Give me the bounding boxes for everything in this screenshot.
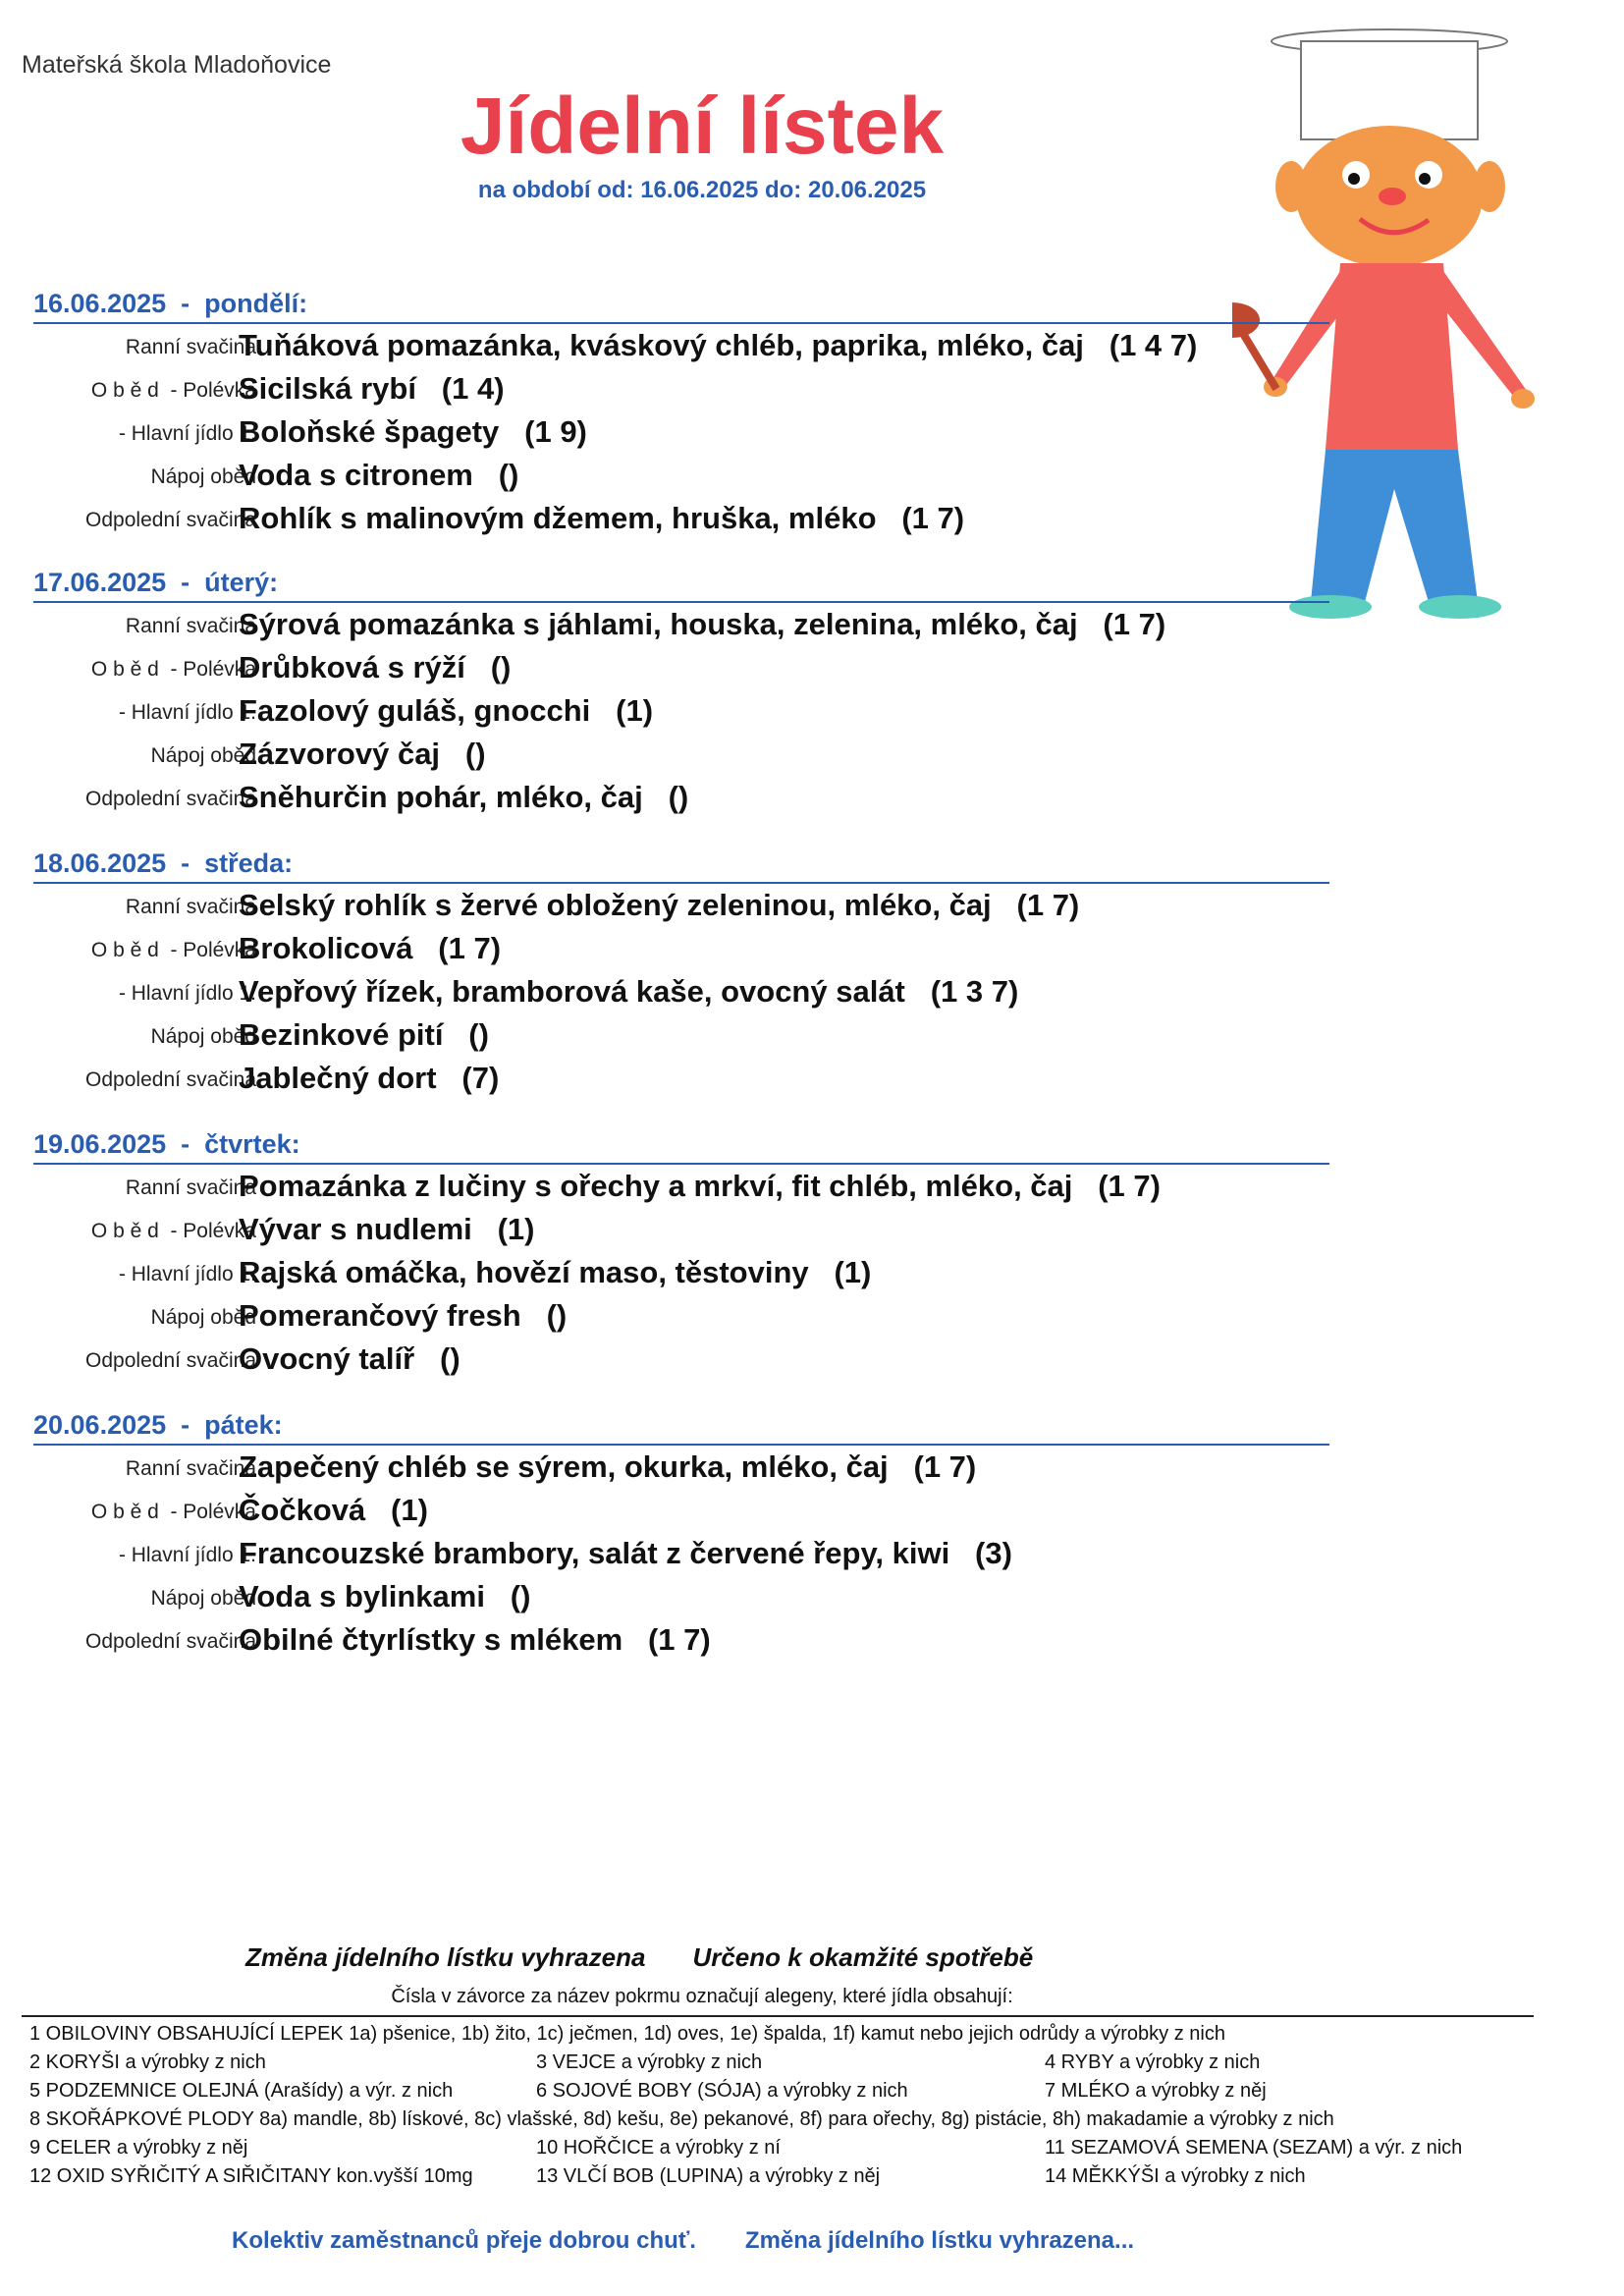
meal-label: - Hlavní jídlo 1. [118,422,256,445]
change-reserved-note: Změna jídelního lístku vyhrazena [245,1942,646,1972]
menu-row [33,1618,1329,1662]
dish-name: Drůbková s rýží () [239,650,512,684]
menu-period: na období od: 16.06.2025 do: 20.06.2025 [477,177,927,203]
allergen-item: 13 VLČÍ BOB (LUPINA) a výrobky z něj [536,2165,881,2187]
allergen-item: 4 RYBY a výrobky z nich [1045,2051,1261,2073]
dish-name: Sicilská rybí (1 4) [239,371,505,406]
allergen-item: 10 HOŘČICE a výrobky z ní [536,2137,781,2159]
menu-row [33,1532,1329,1575]
dish-name: Obilné čtyrlístky s mlékem (1 7) [239,1622,711,1657]
dish-name: Zázvorový čaj () [239,737,486,771]
dish-name: Bezinkové pití () [239,1017,489,1052]
day-monday [33,289,1329,540]
day-heading: 18.06.2025 - středa: [33,848,1329,884]
day-heading: 20.06.2025 - pátek: [33,1410,1329,1446]
menu-row [33,1489,1329,1532]
menu-row [33,884,1329,927]
meal-label: Nápoj oběd [150,465,256,488]
allergen-item: 5 PODZEMNICE OLEJNÁ (Arašídy) a výr. z nich [29,2080,454,2102]
dish-name: Voda s bylinkami () [239,1579,531,1613]
allergen-item: 9 CELER a výrobky z něj [29,2137,248,2159]
dish-name: Brokolicová (1 7) [239,931,502,965]
dish-name: Tuňáková pomazánka, kváskový chléb, paprika, mléko, čaj (1 4 7) [239,328,1198,362]
day-wednesday [33,848,1329,1100]
menu-row [33,1208,1329,1251]
menu-row [33,1294,1329,1338]
dish-name: Fazolový guláš, gnocchi (1) [239,693,654,728]
meal-label: Ranní svačina [125,1457,256,1480]
menu-row [33,1057,1329,1100]
meal-label: O b ě d - Polévka [90,379,256,402]
immediate-consumption-note: Určeno k okamžité spotřebě [692,1942,1034,1972]
allergen-item: 8 SKOŘÁPKOVÉ PLODY 8a) mandle, 8b) lískové, 8c) vlašské, 8d) kešu, 8e) pekanové, 8f) para ořechy, 8g) pistácie, 8h) makadamie a výrobky z nich [29,2108,1334,2130]
menu-row [33,689,1329,733]
bon-appetit-note: Kolektiv zaměstnanců přeje dobrou chuť. [232,2227,696,2254]
dish-name: Vepřový řízek, bramborová kaše, ovocný salát (1 3 7) [239,974,1019,1009]
footer-notes [245,1942,1080,1973]
dish-name: Rohlík s malinovým džemem, hruška, mléko (1 7) [239,501,965,535]
meal-label: Nápoj oběd [150,1025,256,1048]
allergen-item: 2 KORYŠI a výrobky z nich [29,2051,266,2073]
meal-label: Nápoj oběd [150,1306,256,1329]
day-heading: 17.06.2025 - úterý: [33,568,1329,603]
dish-name: Pomazánka z lučiny s ořechy a mrkví, fit chléb, mléko, čaj (1 7) [239,1169,1161,1203]
dish-name: Jablečný dort (7) [239,1061,500,1095]
allergen-item: 1 OBILOVINY OBSAHUJÍCÍ LEPEK 1a) pšenice, 1b) žito, 1c) ječmen, 1d) oves, 1e) špalda, 1f) kamut nebo jejich odrůdy a výrobky z nich [29,2023,1225,2045]
menu-row [33,776,1329,819]
menu-row [33,970,1329,1013]
meal-label: Odpolední svačina [85,1630,256,1653]
menu-row [33,927,1329,970]
day-heading: 16.06.2025 - pondělí: [33,289,1329,324]
change-reserved-closing: Změna jídelního lístku vyhrazena... [744,2227,1135,2254]
dish-name: Sněhurčin pohár, mléko, čaj () [239,780,689,814]
meal-label: Odpolední svačina [85,509,256,531]
dish-name: Čočková (1) [239,1493,428,1527]
meal-label: O b ě d - Polévka [90,1501,256,1523]
allergen-item: 11 SEZAMOVÁ SEMENA (SEZAM) a výr. z nich [1045,2137,1463,2159]
dish-name: Sýrová pomazánka s jáhlami, houska, zelenina, mléko, čaj (1 7) [239,607,1166,641]
meal-label: O b ě d - Polévka [90,1220,256,1242]
menu-row [33,1446,1329,1489]
meal-label: Odpolední svačina [85,788,256,810]
day-heading: 19.06.2025 - čtvrtek: [33,1129,1329,1165]
menu-row [33,324,1329,367]
dish-name: Selský rohlík s žervé obložený zeleninou, mléko, čaj (1 7) [239,888,1080,922]
menu-row [33,646,1329,689]
menu-row [33,1165,1329,1208]
meal-label: Ranní svačina [125,896,256,918]
menu-row [33,1013,1329,1057]
day-thursday [33,1129,1329,1381]
day-friday [33,1410,1329,1662]
dish-name: Rajská omáčka, hovězí maso, těstoviny (1) [239,1255,872,1289]
allergen-intro: Čísla v závorce za název pokrmu označují alegeny, které jídla obsahují: [391,1986,1013,2007]
menu-row [33,367,1329,410]
meal-label: Ranní svačina [125,615,256,637]
meal-label: O b ě d - Polévka [90,939,256,961]
allergen-item: 14 MĚKKÝŠI a výrobky z nich [1045,2165,1306,2187]
school-name: Mateřská škola Mladoňovice [22,51,332,79]
meal-label: O b ě d - Polévka [90,658,256,681]
menu-row [33,497,1329,540]
meal-label: - Hlavní jídlo 1. [118,701,256,724]
meal-label: Ranní svačina [125,1176,256,1199]
meal-label: Odpolední svačina [85,1068,256,1091]
menu-row [33,1338,1329,1381]
allergen-legend [29,2023,1591,2194]
menu-row [33,603,1329,646]
day-tuesday [33,568,1329,819]
menu-row [33,410,1329,454]
allergen-item: 12 OXID SYŘIČITÝ A SIŘIČITANY kon.vyšší 10mg [29,2165,473,2187]
meal-label: Nápoj oběd [150,744,256,767]
page-title: Jídelní lístek [460,82,945,171]
menu-row [33,733,1329,776]
meal-label: Nápoj oběd [150,1587,256,1610]
dish-name: Vývar s nudlemi (1) [239,1212,535,1246]
allergen-item: 6 SOJOVÉ BOBY (SÓJA) a výrobky z nich [536,2080,908,2102]
menu-row [33,454,1329,497]
dish-name: Boloňské špagety (1 9) [239,414,587,449]
closing-line [232,2227,1183,2255]
divider [22,2015,1534,2017]
dish-name: Francouzské brambory, salát z červené řepy, kiwi (3) [239,1536,1012,1570]
dish-name: Ovocný talíř () [239,1341,460,1376]
dish-name: Voda s citronem () [239,458,519,492]
meal-label: Ranní svačina [125,336,256,358]
meal-label: Odpolední svačina [85,1349,256,1372]
allergen-item: 3 VEJCE a výrobky z nich [536,2051,763,2073]
meal-label: - Hlavní jídlo 1. [118,1263,256,1285]
meal-label: - Hlavní jídlo 1. [118,982,256,1005]
dish-name: Pomerančový fresh () [239,1298,568,1333]
menu-row [33,1251,1329,1294]
meal-label: - Hlavní jídlo 1. [118,1544,256,1566]
dish-name: Zapečený chléb se sýrem, okurka, mléko, čaj (1 7) [239,1449,977,1484]
menu-row [33,1575,1329,1618]
allergen-item: 7 MLÉKO a výrobky z něj [1045,2080,1267,2102]
